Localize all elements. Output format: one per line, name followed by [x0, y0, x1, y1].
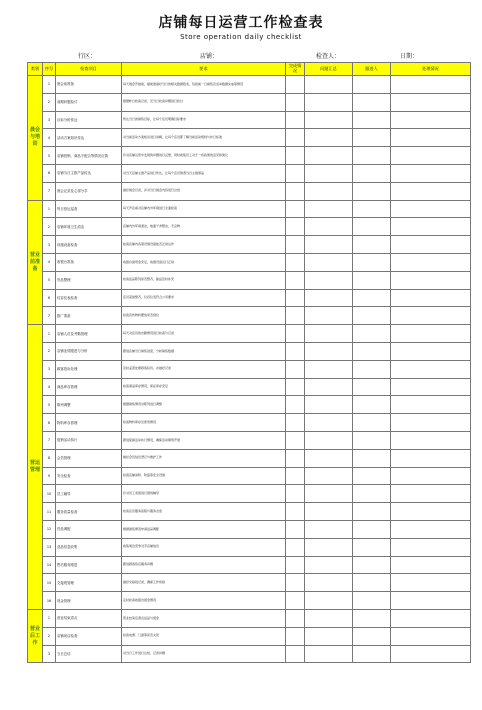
- person-cell[interactable]: [353, 449, 391, 467]
- row-number: 6: [43, 414, 56, 432]
- check-item: 目标分析传达: [56, 111, 122, 129]
- done-cell[interactable]: [286, 592, 305, 610]
- done-cell[interactable]: [286, 538, 305, 556]
- check-item: 货品调配: [56, 520, 122, 538]
- category-cell: 营业前准备: [28, 200, 43, 325]
- requirement: 传达当日的销售目标，让每个店员明确目标要求: [122, 111, 286, 129]
- requirement: 跟进店铺当日销售进度，分析销售数据: [122, 342, 286, 360]
- row-number: 5: [43, 396, 56, 414]
- table-row: [28, 609, 471, 627]
- table-row: [28, 325, 471, 343]
- check-item: 售后服务跟进: [56, 556, 122, 574]
- person-cell[interactable]: [353, 93, 391, 111]
- done-cell[interactable]: [286, 164, 305, 182]
- issue-cell[interactable]: [305, 200, 353, 218]
- table-row: [28, 378, 471, 396]
- requirement: 定时检查收银台现金情况: [122, 592, 286, 610]
- table-row: [28, 236, 471, 254]
- header-no: 序号: [43, 63, 56, 76]
- person-cell[interactable]: [353, 431, 391, 449]
- check-item: 设施设备检查: [56, 236, 122, 254]
- row-number: 5: [43, 271, 56, 289]
- person-cell[interactable]: [353, 218, 391, 236]
- issue-cell[interactable]: [305, 431, 353, 449]
- person-cell[interactable]: [353, 253, 391, 271]
- issue-cell[interactable]: [305, 627, 353, 645]
- check-item: 货品整理: [56, 271, 122, 289]
- issue-cell[interactable]: [305, 182, 353, 200]
- person-cell[interactable]: [353, 289, 391, 307]
- table-row: [28, 627, 471, 645]
- issue-cell[interactable]: [305, 307, 353, 325]
- status-cell[interactable]: [391, 627, 471, 645]
- done-cell[interactable]: [286, 503, 305, 521]
- table-row: [28, 147, 471, 165]
- check-item: 竞品信息收集: [56, 538, 122, 556]
- issue-cell[interactable]: [305, 289, 353, 307]
- table-row: [28, 467, 471, 485]
- row-number: 15: [43, 574, 56, 592]
- table-row: [28, 342, 471, 360]
- row-number: 6: [43, 164, 56, 182]
- done-cell[interactable]: [286, 449, 305, 467]
- table-row: [28, 271, 471, 289]
- issue-cell[interactable]: [305, 111, 353, 129]
- person-cell[interactable]: [353, 378, 391, 396]
- issue-cell[interactable]: [305, 271, 353, 289]
- table-row: [28, 503, 471, 521]
- table-row: [28, 307, 471, 325]
- row-number: 4: [43, 378, 56, 396]
- check-item: 陈列调整: [56, 396, 122, 414]
- check-item: 仪容仪表检查: [56, 289, 122, 307]
- check-item: 前期问题检讨: [56, 93, 122, 111]
- issue-cell[interactable]: [305, 645, 353, 663]
- done-cell[interactable]: [286, 627, 305, 645]
- requirement: 针对员工表现进行现场辅导: [122, 485, 286, 503]
- row-number: 7: [43, 182, 56, 200]
- status-cell[interactable]: [391, 645, 471, 663]
- table-row: [28, 253, 471, 271]
- person-cell[interactable]: [353, 111, 391, 129]
- row-number: 4: [43, 129, 56, 147]
- row-number: 2: [43, 627, 56, 645]
- status-cell[interactable]: [391, 449, 471, 467]
- requirement: 做好会员信息登记与维护工作: [122, 449, 286, 467]
- issue-cell[interactable]: [305, 467, 353, 485]
- check-item: 晨会记录及心得分享: [56, 182, 122, 200]
- check-item: 店铺业绩跟进与分析: [56, 342, 122, 360]
- issue-cell[interactable]: [305, 414, 353, 432]
- person-cell[interactable]: [353, 503, 391, 521]
- checklist-table: [27, 62, 471, 663]
- issue-cell[interactable]: [305, 253, 353, 271]
- status-cell[interactable]: [391, 467, 471, 485]
- issue-cell[interactable]: [305, 485, 353, 503]
- check-item: 交接班管理: [56, 574, 122, 592]
- person-cell[interactable]: [353, 520, 391, 538]
- requirement: 检查宣传物料摆放是否到位: [122, 307, 286, 325]
- requirement: 及时妥善处理顾客投诉，并做好记录: [122, 360, 286, 378]
- category-cell: 晨会与培训: [28, 76, 43, 201]
- status-cell[interactable]: [391, 520, 471, 538]
- check-item: 晨会前准备: [56, 76, 122, 94]
- check-item: 活动方案知识传达: [56, 129, 122, 147]
- table-row: [28, 76, 471, 94]
- check-item: 店铺环境卫生清洁: [56, 218, 122, 236]
- done-cell[interactable]: [286, 325, 305, 343]
- row-number: 8: [43, 449, 56, 467]
- person-cell[interactable]: [353, 236, 391, 254]
- status-cell[interactable]: [391, 289, 471, 307]
- person-cell[interactable]: [353, 360, 391, 378]
- status-cell[interactable]: [391, 503, 471, 521]
- status-cell[interactable]: [391, 414, 471, 432]
- status-cell[interactable]: [391, 574, 471, 592]
- requirement: 检查物料库存及使用情况: [122, 414, 286, 432]
- status-cell[interactable]: [391, 485, 471, 503]
- done-cell[interactable]: [286, 253, 305, 271]
- table-row: [28, 485, 471, 503]
- table-row: [28, 574, 471, 592]
- row-number: 10: [43, 485, 56, 503]
- status-cell[interactable]: [391, 236, 471, 254]
- done-cell[interactable]: [286, 182, 305, 200]
- table-row: [28, 164, 471, 182]
- done-cell[interactable]: [286, 431, 305, 449]
- issue-cell[interactable]: [305, 449, 353, 467]
- done-cell[interactable]: [286, 236, 305, 254]
- requirement: 检查货品陈列是否整齐，缺货及时补充: [122, 271, 286, 289]
- table-row: [28, 289, 471, 307]
- row-number: 2: [43, 342, 56, 360]
- check-item: 员工辅导: [56, 485, 122, 503]
- row-number: 6: [43, 289, 56, 307]
- issue-cell[interactable]: [305, 129, 353, 147]
- requirement: 店铺内外环境清洁，地面干净整洁，无杂物: [122, 218, 286, 236]
- row-number: 1: [43, 325, 56, 343]
- person-cell[interactable]: [353, 538, 391, 556]
- row-number: 3: [43, 236, 56, 254]
- issue-cell[interactable]: [305, 236, 353, 254]
- requirement: 针对店铺运营中发现的问题进行反馈，同时收集员工对于一些政策的意见和建议: [122, 147, 286, 165]
- header-requirement: 要求: [122, 63, 286, 76]
- category-cell: 营运管理: [28, 325, 43, 610]
- person-cell[interactable]: [353, 271, 391, 289]
- table-row: [28, 538, 471, 556]
- check-item: 营业结束清点: [56, 609, 122, 627]
- table-row: [28, 556, 471, 574]
- requirement: 做好交接班记录，确保工作衔接: [122, 574, 286, 592]
- person-cell[interactable]: [353, 609, 391, 627]
- status-cell[interactable]: [391, 93, 471, 111]
- done-cell[interactable]: [286, 520, 305, 538]
- done-cell[interactable]: [286, 289, 305, 307]
- row-number: 7: [43, 431, 56, 449]
- check-item: 服务质量检查: [56, 503, 122, 521]
- person-cell[interactable]: [353, 307, 391, 325]
- table-row: [28, 414, 471, 432]
- done-cell[interactable]: [286, 76, 305, 94]
- issue-cell[interactable]: [305, 164, 353, 182]
- done-cell[interactable]: [286, 271, 305, 289]
- done-cell[interactable]: [286, 129, 305, 147]
- requirement: 对当前活动方案知识进行讲解，让每个店员都了解当前活动规则与执行标准: [122, 129, 286, 147]
- done-cell[interactable]: [286, 414, 305, 432]
- person-cell[interactable]: [353, 556, 391, 574]
- check-item: 顾客投诉处理: [56, 360, 122, 378]
- issue-cell[interactable]: [305, 93, 353, 111]
- table-row: [28, 396, 471, 414]
- status-cell[interactable]: [391, 396, 471, 414]
- issue-cell[interactable]: [305, 609, 353, 627]
- issue-cell[interactable]: [305, 520, 353, 538]
- status-cell[interactable]: [391, 342, 471, 360]
- status-cell[interactable]: [391, 147, 471, 165]
- person-cell[interactable]: [353, 592, 391, 610]
- requirement: 检查商品库存情况，保证库存充足: [122, 378, 286, 396]
- table-row: [28, 111, 471, 129]
- check-item: 物料库存管理: [56, 414, 122, 432]
- issue-cell[interactable]: [305, 76, 353, 94]
- done-cell[interactable]: [286, 93, 305, 111]
- header-done: 完成情况: [286, 63, 305, 76]
- done-cell[interactable]: [286, 360, 305, 378]
- check-item: 会员管理: [56, 449, 122, 467]
- header-person: 跟进人: [353, 63, 391, 76]
- row-number: 4: [43, 253, 56, 271]
- page-title: 店铺每日运营工作检查表: [158, 15, 324, 31]
- table-row: [28, 182, 471, 200]
- issue-cell[interactable]: [305, 592, 353, 610]
- requirement: 检查店员服务流程与服务态度: [122, 503, 286, 521]
- check-item: 店铺闭店检查: [56, 627, 122, 645]
- inspector-label: 检查人：: [316, 53, 341, 60]
- check-item: 收银台准备: [56, 253, 122, 271]
- table-row: [28, 431, 471, 449]
- header-item: 检查项目: [56, 63, 122, 76]
- person-cell[interactable]: [353, 182, 391, 200]
- page-subtitle: Store operation daily checklist: [180, 33, 302, 41]
- done-cell[interactable]: [286, 218, 305, 236]
- person-cell[interactable]: [353, 645, 391, 663]
- table-row: [28, 93, 471, 111]
- requirement: 根据昨日检查记录，及当日检查问题进行检讨: [122, 93, 286, 111]
- requirement: 每天晨会开始前，提前准备好当日的相关数据报表，包括前一日销售及活动数据完成等情况: [122, 76, 286, 94]
- done-cell[interactable]: [286, 574, 305, 592]
- status-cell[interactable]: [391, 431, 471, 449]
- done-cell[interactable]: [286, 111, 305, 129]
- header-category: 类别: [28, 63, 43, 76]
- check-item: 推广准备: [56, 307, 122, 325]
- header-issue: 问题汇总: [305, 63, 353, 76]
- table-row: [28, 645, 471, 663]
- row-number: 2: [43, 218, 56, 236]
- person-cell[interactable]: [353, 200, 391, 218]
- done-cell[interactable]: [286, 609, 305, 627]
- status-cell[interactable]: [391, 556, 471, 574]
- row-number: 9: [43, 467, 56, 485]
- row-number: 1: [43, 200, 56, 218]
- person-cell[interactable]: [353, 164, 391, 182]
- issue-cell[interactable]: [305, 147, 353, 165]
- table-row: [28, 592, 471, 610]
- row-number: 12: [43, 520, 56, 538]
- row-number: 3: [43, 111, 56, 129]
- done-cell[interactable]: [286, 200, 305, 218]
- check-item: 店铺当日主推产品传达: [56, 164, 122, 182]
- person-cell[interactable]: [353, 76, 391, 94]
- table-header-row: [28, 63, 471, 76]
- status-cell[interactable]: [391, 325, 471, 343]
- requirement: 每天开店前对店铺内外环境进行全面检查: [122, 200, 286, 218]
- status-cell[interactable]: [391, 129, 471, 147]
- row-number: 3: [43, 645, 56, 663]
- person-cell[interactable]: [353, 325, 391, 343]
- person-cell[interactable]: [353, 342, 391, 360]
- row-number: 11: [43, 503, 56, 521]
- status-cell[interactable]: [391, 378, 471, 396]
- table-row: [28, 520, 471, 538]
- table-row: [28, 360, 471, 378]
- status-cell[interactable]: [391, 538, 471, 556]
- requirement: 跟进促销活动执行情况，确保活动顺利开展: [122, 431, 286, 449]
- store-label: 店铺：: [200, 53, 219, 60]
- row-number: 2: [43, 93, 56, 111]
- category-cell: 营业后工作: [28, 609, 43, 662]
- requirement: 做好晨会记录，并对当日晨会内容进行总结: [122, 182, 286, 200]
- district-label: 行区：: [78, 53, 97, 60]
- issue-cell[interactable]: [305, 378, 353, 396]
- requirement: 根据销售情况申请货品调配: [122, 520, 286, 538]
- person-cell[interactable]: [353, 414, 391, 432]
- check-item: 促销活动执行: [56, 431, 122, 449]
- done-cell[interactable]: [286, 645, 305, 663]
- row-number: 14: [43, 556, 56, 574]
- status-cell[interactable]: [391, 307, 471, 325]
- issue-cell[interactable]: [305, 538, 353, 556]
- check-item: 店铺营销、商品不配合等情况反馈: [56, 147, 122, 165]
- row-number: 7: [43, 307, 56, 325]
- requirement: 检查店铺消防、防盗等安全设施: [122, 467, 286, 485]
- row-number: 3: [43, 360, 56, 378]
- person-cell[interactable]: [353, 396, 391, 414]
- requirement: 营业结束后清点货品与现金: [122, 609, 286, 627]
- status-cell[interactable]: [391, 360, 471, 378]
- status-cell[interactable]: [391, 200, 471, 218]
- check-item: 现金管理: [56, 592, 122, 610]
- header-status: 处理情况: [391, 63, 471, 76]
- issue-cell[interactable]: [305, 574, 353, 592]
- status-cell[interactable]: [391, 609, 471, 627]
- issue-cell[interactable]: [305, 360, 353, 378]
- status-cell[interactable]: [391, 271, 471, 289]
- check-item: 安全检查: [56, 467, 122, 485]
- check-item: 每日营运巡查: [56, 200, 122, 218]
- done-cell[interactable]: [286, 307, 305, 325]
- issue-cell[interactable]: [305, 556, 353, 574]
- person-cell[interactable]: [353, 467, 391, 485]
- issue-cell[interactable]: [305, 218, 353, 236]
- table-row: [28, 449, 471, 467]
- table-row: [28, 129, 471, 147]
- done-cell[interactable]: [286, 378, 305, 396]
- issue-cell[interactable]: [305, 325, 353, 343]
- done-cell[interactable]: [286, 485, 305, 503]
- table-row: [28, 200, 471, 218]
- person-cell[interactable]: [353, 129, 391, 147]
- requirement: 对当天店铺主推产品进行传达，让每个店员熟悉当日主推商品: [122, 164, 286, 182]
- row-number: 5: [43, 147, 56, 165]
- meta-row: [30, 51, 470, 61]
- status-cell[interactable]: [391, 164, 471, 182]
- done-cell[interactable]: [286, 467, 305, 485]
- status-cell[interactable]: [391, 218, 471, 236]
- person-cell[interactable]: [353, 147, 391, 165]
- issue-cell[interactable]: [305, 503, 353, 521]
- table-row: [28, 218, 471, 236]
- date-label: 日期：: [400, 53, 419, 60]
- issue-cell[interactable]: [305, 396, 353, 414]
- requirement: 对当日工作进行总结，记录问题: [122, 645, 286, 663]
- requirement: 检查店铺内各项设施设备能否正常运作: [122, 236, 286, 254]
- status-cell[interactable]: [391, 76, 471, 94]
- requirement: 收集周边竞争对手店铺信息: [122, 538, 286, 556]
- issue-cell[interactable]: [305, 342, 353, 360]
- row-number: 16: [43, 592, 56, 610]
- done-cell[interactable]: [286, 396, 305, 414]
- done-cell[interactable]: [286, 147, 305, 165]
- check-item: 当日总结: [56, 645, 122, 663]
- requirement: 跟进顾客售后服务问题: [122, 556, 286, 574]
- check-item: 店铺人员及考勤管理: [56, 325, 122, 343]
- requirement: 收银台备用金充足，收银设备运行正常: [122, 253, 286, 271]
- requirement: 店员着装整齐，仪容仪表符合公司要求: [122, 289, 286, 307]
- person-cell[interactable]: [353, 574, 391, 592]
- check-item: 商品库存管理: [56, 378, 122, 396]
- person-cell[interactable]: [353, 485, 391, 503]
- status-cell[interactable]: [391, 592, 471, 610]
- requirement: 每天对店员的出勤情况进行检查与记录: [122, 325, 286, 343]
- row-number: 1: [43, 76, 56, 94]
- status-cell[interactable]: [391, 253, 471, 271]
- requirement: 根据销售情况对陈列进行调整: [122, 396, 286, 414]
- row-number: 1: [43, 609, 56, 627]
- person-cell[interactable]: [353, 627, 391, 645]
- requirement: 检查电源、门窗等是否关闭: [122, 627, 286, 645]
- status-cell[interactable]: [391, 182, 471, 200]
- row-number: 13: [43, 538, 56, 556]
- done-cell[interactable]: [286, 342, 305, 360]
- status-cell[interactable]: [391, 111, 471, 129]
- done-cell[interactable]: [286, 556, 305, 574]
